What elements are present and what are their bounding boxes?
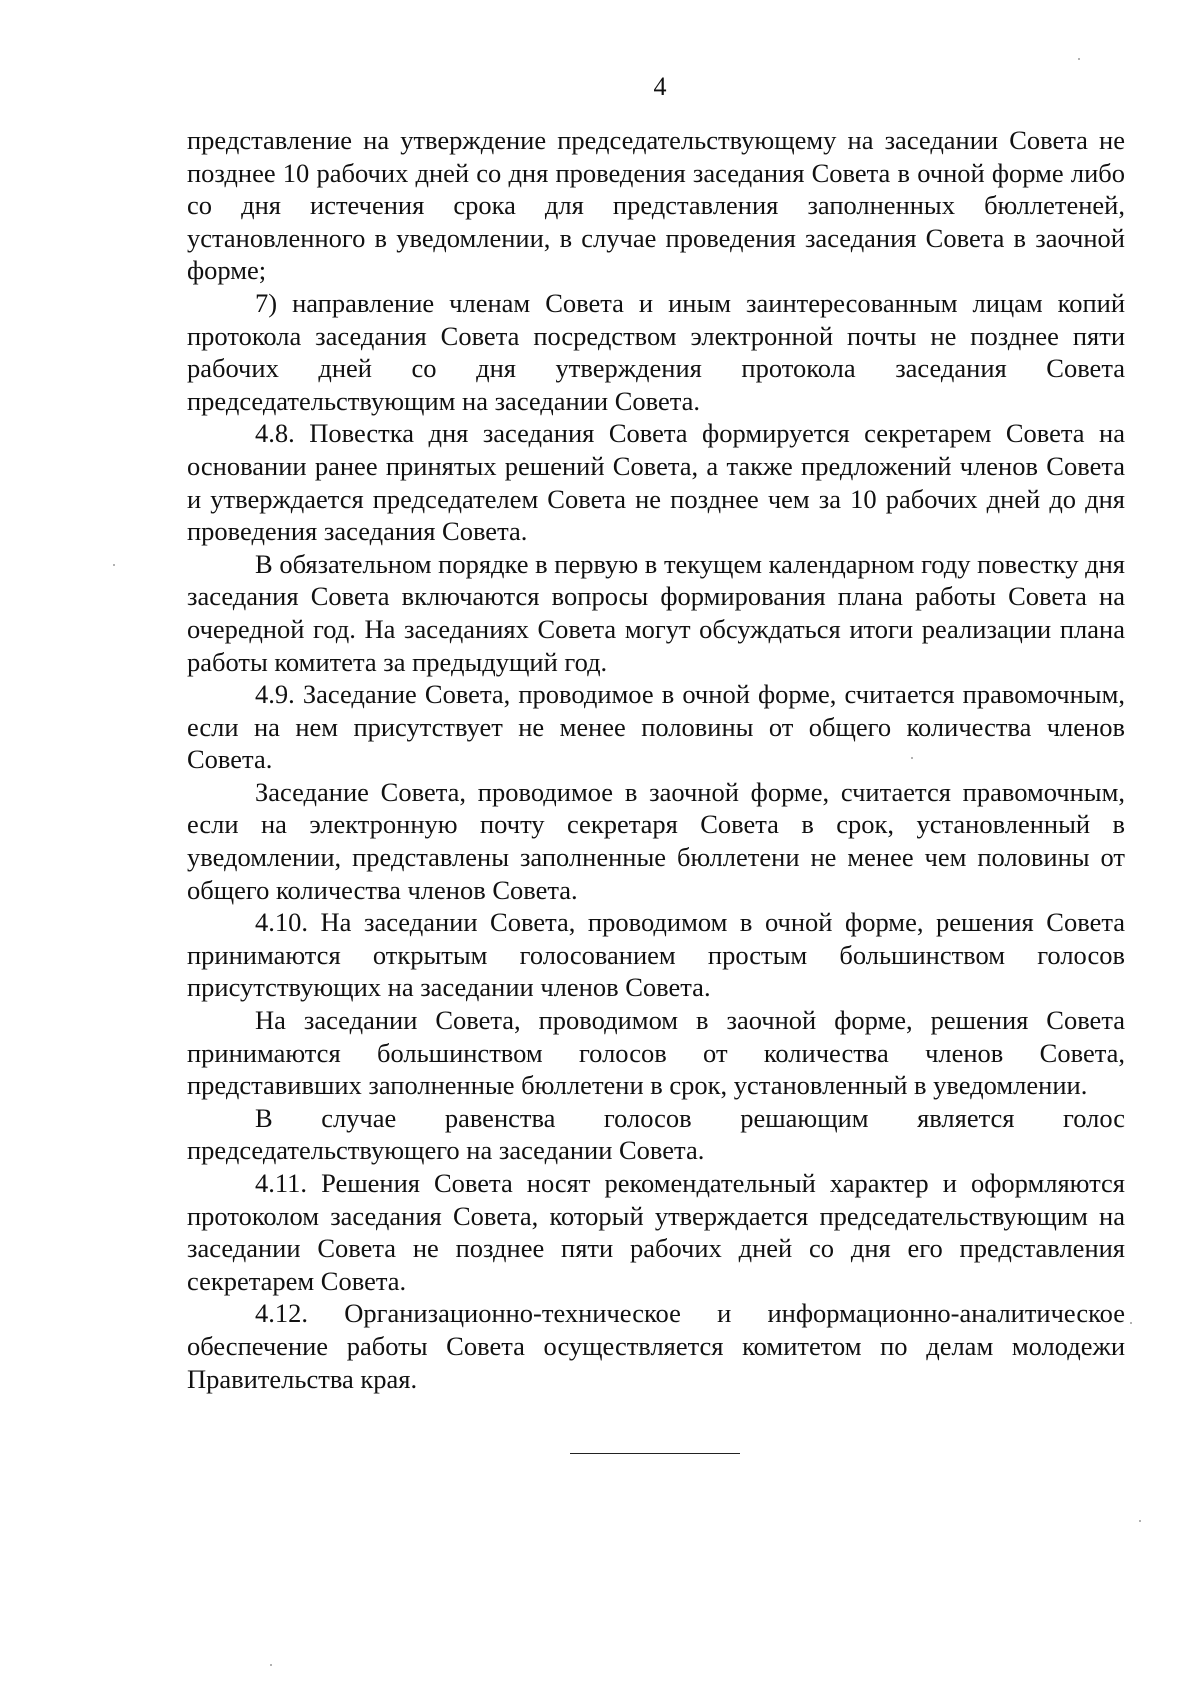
scan-speck	[1139, 1520, 1141, 1522]
document-body	[187, 124, 1125, 1395]
scan-speck	[1130, 1322, 1132, 1324]
paragraph-4-12: 4.12. Организационно-техническое и информационно-аналитическое обеспечение работы Совета осуществляется комитетом по делам молодежи Правительства края.	[187, 1298, 1125, 1394]
paragraph-item-7: 7) направление членам Совета и иным заинтересованным лицам копий протокола заседания Совета посредством электронной почты не позднее пяти рабочих дней со дня утверждения протокола заседания Совета председательствующим на заседании Совета.	[187, 287, 1125, 416]
paragraph-4-10-tie: В случае равенства голосов решающим является голос председательствующего на заседании Совета.	[187, 1102, 1125, 1166]
scan-speck	[911, 757, 913, 759]
paragraph-4-9-absentee: Заседание Совета, проводимое в заочной форме, считается правомочным, если на электронную почту секретаря Совета в срок, установленный в уведомлении, представлены заполненные бюллетени не менее чем половины от общего количества членов Совета.	[187, 776, 1125, 905]
scan-speck	[1078, 58, 1080, 60]
paragraph-continuation: представление на утверждение председательствующему на заседании Совета не позднее 10 рабочих дней со дня проведения заседания Совета в очной форме либо со дня истечения срока для представления заполненных бюллетеней, установленного в уведомлении, в случае проведения заседания Совета в заочной форме;	[187, 125, 1125, 286]
paragraph-4-8-agenda: В обязательном порядке в первую в текущем календарном году повестку дня заседания Совета включаются вопросы формирования плана работы Совета на очередной год. На заседаниях Совета могут обсуждаться итоги реализации плана работы комитета за предыдущий год.	[187, 548, 1125, 677]
paragraph-4-9: 4.9. Заседание Совета, проводимое в очной форме, считается правомочным, если на нем присутствует не менее половины от общего количества членов Совета.	[187, 679, 1125, 775]
end-of-document-line	[570, 1453, 740, 1454]
paragraph-4-8: 4.8. Повестка дня заседания Совета формируется секретарем Совета на основании ранее принятых решений Совета, а также предложений членов Совета и утверждается председателем Совета не позднее чем за 10 рабочих дней до дня проведения заседания Совета.	[187, 418, 1125, 547]
paragraph-4-10: 4.10. На заседании Совета, проводимом в очной форме, решения Совета принимаются открытым голосованием простым большинством голосов присутствующих на заседании членов Совета.	[187, 907, 1125, 1003]
paragraph-4-11: 4.11. Решения Совета носят рекомендательный характер и оформляются протоколом заседания Совета, который утверждается председательствующим на заседании Совета не позднее пяти рабочих дней со дня его представления секретарем Совета.	[187, 1168, 1125, 1296]
scan-speck	[270, 1664, 272, 1666]
paragraph-4-10-absentee: На заседании Совета, проводимом в заочной форме, решения Совета принимаются большинством голосов от количества членов Совета, представивших заполненные бюллетени в срок, установленный в уведомлении.	[187, 1005, 1125, 1101]
scan-speck	[113, 564, 115, 566]
page-number: 4	[653, 72, 667, 101]
